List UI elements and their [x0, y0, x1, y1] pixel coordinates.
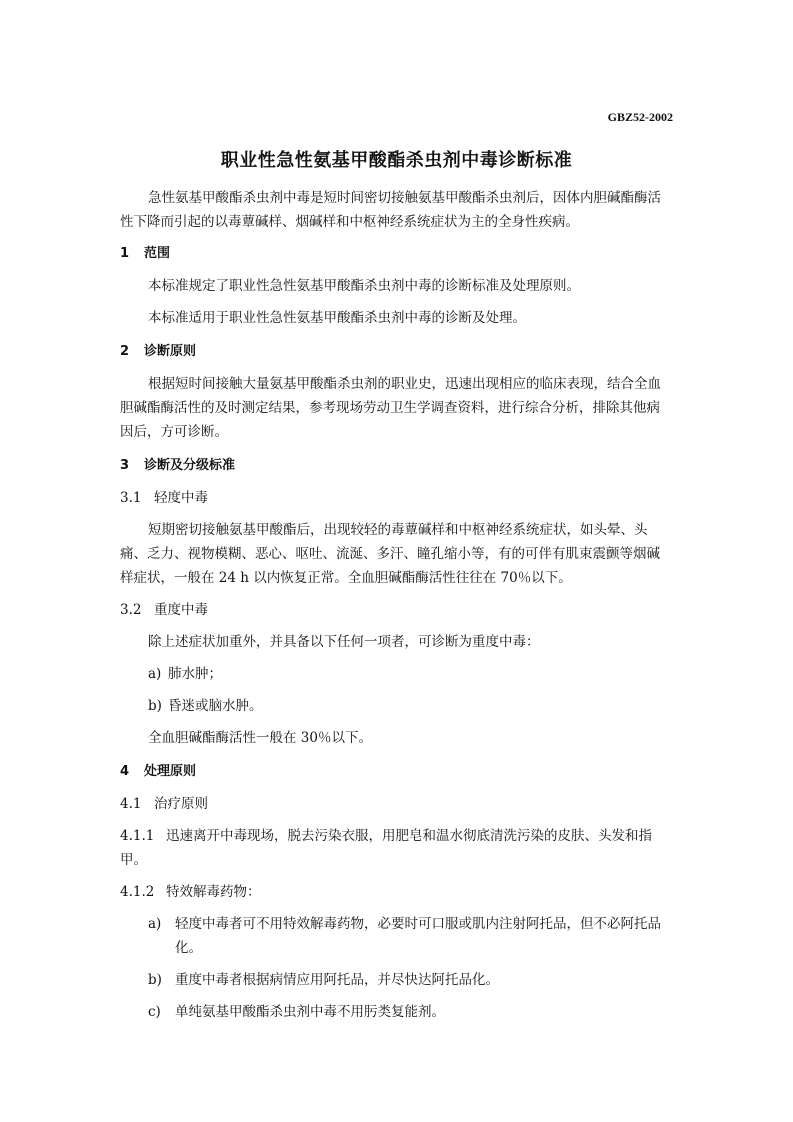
section-2-heading	[120, 340, 673, 364]
clause-4-1-1	[120, 824, 673, 872]
subsection-title: 轻度中毒	[154, 490, 208, 506]
list-label: b)	[148, 698, 162, 714]
section-3-heading	[120, 454, 673, 478]
subsection-title: 重度中毒	[154, 602, 208, 618]
section-title: 诊断原则	[144, 344, 197, 359]
clause-4-1-2-item-b	[120, 968, 673, 992]
document-body	[120, 186, 673, 1024]
list-text: 肺水肿；	[168, 666, 222, 682]
section-number: 4	[120, 764, 130, 779]
section-4-heading	[120, 760, 673, 784]
subsection-title: 治疗原则	[154, 796, 208, 812]
clause-4-1-2	[120, 880, 673, 904]
list-label: a)	[148, 916, 162, 932]
list-label: c)	[148, 1004, 161, 1020]
subsection-4-1-heading	[120, 792, 673, 816]
section-number: 3	[120, 458, 130, 473]
subsection-number: 4.1	[120, 796, 142, 812]
list-text: 重度中毒者根据病情应用阿托品，并尽快达阿托品化。	[175, 972, 499, 988]
section-number: 1	[120, 246, 130, 261]
clause-text: 特效解毒药物：	[166, 884, 261, 900]
list-text: 轻度中毒者可不用特效解毒药物，必要时可口服或肌内注射阿托品，但不必阿托品化。	[175, 916, 661, 956]
subsection-3-2-heading	[120, 598, 673, 622]
section-title: 诊断及分级标准	[144, 458, 236, 473]
subsection-number: 3.1	[120, 490, 142, 506]
section-title: 处理原则	[144, 764, 197, 779]
subsection-3-2-paragraph-1: 除上述症状加重外，并具备以下任何一项者，可诊断为重度中毒：	[148, 634, 540, 650]
list-text: 单纯氨基甲酸酯杀虫剂中毒不用肟类复能剂。	[175, 1004, 445, 1020]
clause-number: 4.1.2	[120, 884, 155, 900]
subsection-3-1-heading	[120, 486, 673, 510]
list-label: a)	[148, 666, 162, 682]
clause-number: 4.1.1	[120, 828, 155, 844]
intro-paragraph: 急性氨基甲酸酯杀虫剂中毒是短时间密切接触氨基甲酸酯杀虫剂后，因体内胆碱酯酶活性下降而引起的以毒蕈碱样、烟碱样和中枢神经系统症状为主的全身性疾病。	[120, 190, 661, 230]
section-1-paragraph-1: 本标准规定了职业性急性氨基甲酸酯杀虫剂中毒的诊断标准及处理原则。	[148, 278, 580, 294]
section-title: 范围	[144, 246, 171, 261]
clause-4-1-2-item-a	[120, 912, 673, 960]
document-code: GBZ52-2002	[607, 110, 673, 124]
list-item-b	[120, 694, 673, 718]
clause-text: 迅速离开中毒现场，脱去污染衣服，用肥皂和温水彻底清洗污染的皮肤、头发和指甲。	[120, 828, 652, 868]
list-item-a	[120, 662, 673, 686]
list-text: 昏迷或脑水肿。	[168, 698, 263, 714]
section-2-paragraph: 根据短时间接触大量氨基甲酸酯杀虫剂的职业史，迅速出现相应的临床表现，结合全血胆碱酯酶活性的及时测定结果，参考现场劳动卫生学调查资料，进行综合分析，排除其他病因后，方可诊断。	[120, 376, 661, 440]
list-label: b)	[148, 972, 162, 988]
subsection-3-2-paragraph-2: 全血胆碱酯酶活性一般在 30％以下。	[148, 730, 372, 746]
subsection-3-1-paragraph: 短期密切接触氨基甲酸酯后，出现较轻的毒蕈碱样和中枢神经系统症状，如头晕、头痛、乏力、视物模糊、恶心、呕吐、流涎、多汗、瞳孔缩小等，有的可伴有肌束震颤等烟碱样症状，一般在 24 h 以内恢复正常。全血胆碱酯酶活性往往在 70％以下。	[120, 522, 660, 586]
clause-4-1-2-item-c	[120, 1000, 673, 1024]
section-1-heading	[120, 242, 673, 266]
subsection-number: 3.2	[120, 602, 142, 618]
section-number: 2	[120, 344, 130, 359]
document-title: 职业性急性氨基甲酸酯杀虫剂中毒诊断标准	[220, 150, 573, 171]
section-1-paragraph-2: 本标准适用于职业性急性氨基甲酸酯杀虫剂中毒的诊断及处理。	[148, 310, 526, 326]
